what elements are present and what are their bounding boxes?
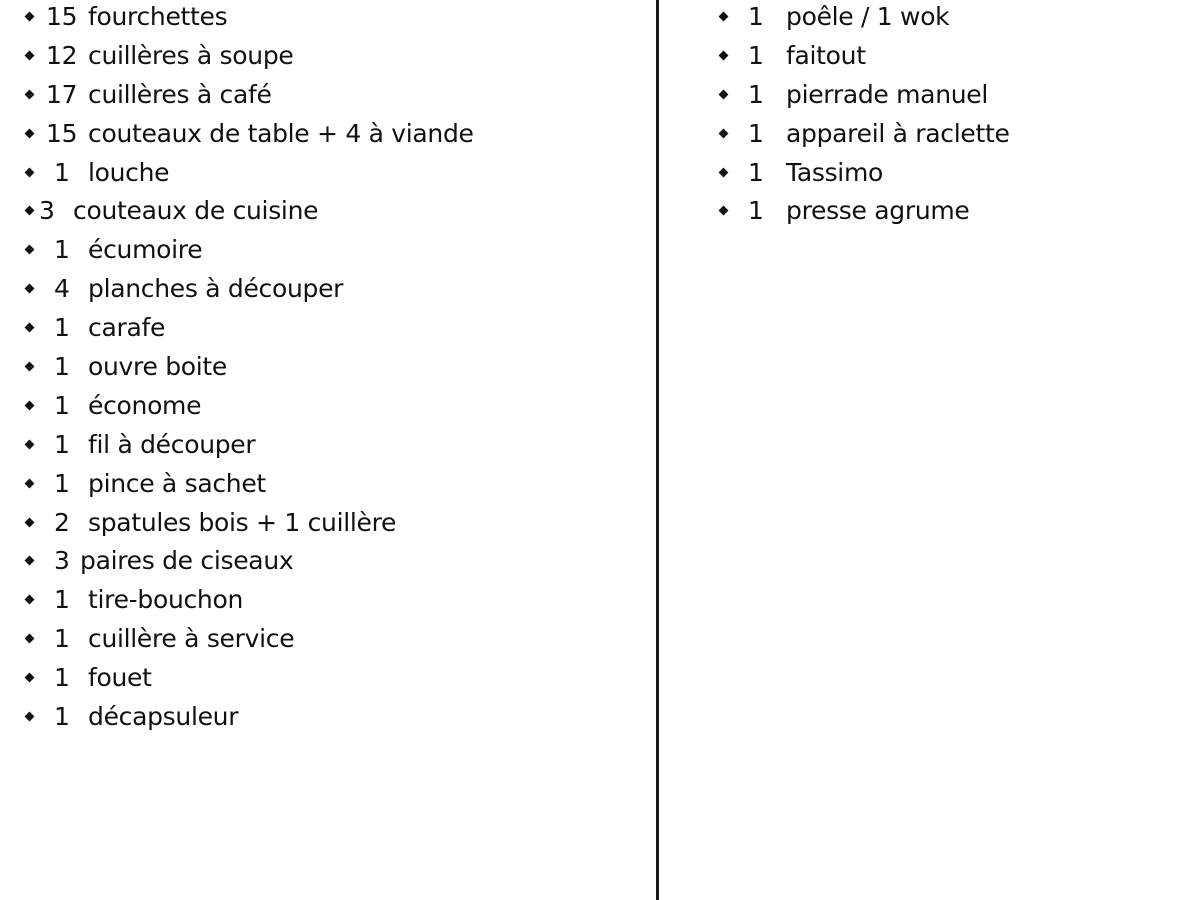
item-label: fourchettes — [88, 2, 228, 31]
item-label: fil à découper — [88, 429, 256, 459]
item-quantity: 1 — [54, 352, 70, 382]
diamond-bullet-icon — [25, 439, 35, 449]
item-quantity: 1 — [748, 196, 764, 226]
diamond-bullet-icon — [25, 50, 35, 60]
item-label: spatules bois + 1 cuillère — [88, 507, 397, 537]
item-label: écumoire — [88, 235, 203, 265]
item-quantity: 15 — [46, 118, 78, 148]
item-quantity: 3 — [54, 546, 70, 576]
diamond-bullet-icon — [25, 712, 35, 722]
item-quantity: 1 — [748, 118, 764, 148]
diamond-bullet-icon — [25, 517, 35, 527]
item-label: cuillères à soupe — [88, 40, 294, 70]
item-quantity: 12 — [46, 40, 78, 70]
item-quantity: 1 — [54, 468, 70, 498]
diamond-bullet-icon — [25, 556, 35, 566]
diamond-bullet-icon — [719, 89, 729, 99]
diamond-bullet-icon — [25, 362, 35, 372]
diamond-bullet-icon — [719, 12, 729, 22]
diamond-bullet-icon — [25, 673, 35, 683]
diamond-bullet-icon — [719, 128, 729, 138]
diamond-bullet-icon — [25, 245, 35, 255]
item-label: carafe — [88, 313, 166, 343]
item-label: appareil à raclette — [786, 118, 1010, 148]
item-quantity: 1 — [54, 663, 70, 693]
diamond-bullet-icon — [25, 89, 35, 99]
item-quantity: 1 — [54, 390, 70, 420]
item-quantity: 1 — [54, 585, 70, 615]
diamond-bullet-icon — [25, 634, 35, 644]
item-label: presse agrume — [786, 196, 970, 226]
item-label: décapsuleur — [88, 702, 239, 732]
item-label: couteaux de table + 4 à viande — [88, 118, 474, 148]
item-label: économe — [88, 390, 202, 420]
column-divider — [656, 0, 659, 900]
item-label: ouvre boite — [88, 352, 227, 382]
item-label: pince à sachet — [88, 468, 266, 498]
item-label: paires de ciseaux — [80, 546, 294, 576]
item-label: Tassimo — [786, 157, 883, 187]
item-quantity: 1 — [748, 2, 764, 31]
item-quantity: 17 — [46, 79, 78, 109]
diamond-bullet-icon — [719, 50, 729, 60]
diamond-bullet-icon — [25, 206, 35, 216]
item-label: louche — [88, 157, 170, 187]
item-quantity: 15 — [46, 2, 78, 31]
diamond-bullet-icon — [25, 284, 35, 294]
item-quantity: 1 — [748, 79, 764, 109]
item-quantity: 1 — [748, 157, 764, 187]
item-quantity: 3 — [39, 196, 55, 226]
item-quantity: 1 — [54, 429, 70, 459]
diamond-bullet-icon — [25, 478, 35, 488]
item-label: tire-bouchon — [88, 585, 244, 615]
item-quantity: 1 — [748, 40, 764, 70]
diamond-bullet-icon — [25, 167, 35, 177]
diamond-bullet-icon — [25, 323, 35, 333]
diamond-bullet-icon — [25, 400, 35, 410]
item-label: poêle / 1 wok — [786, 2, 950, 31]
item-quantity: 1 — [54, 235, 70, 265]
diamond-bullet-icon — [25, 595, 35, 605]
diamond-bullet-icon — [719, 167, 729, 177]
item-quantity: 1 — [54, 157, 70, 187]
item-quantity: 1 — [54, 313, 70, 343]
item-label: fouet — [88, 663, 152, 693]
item-quantity: 2 — [54, 507, 70, 537]
item-label: couteaux de cuisine — [73, 196, 319, 226]
item-quantity: 4 — [54, 274, 70, 304]
diamond-bullet-icon — [25, 12, 35, 22]
item-label: cuillères à café — [88, 79, 272, 109]
item-label: pierrade manuel — [786, 79, 989, 109]
item-quantity: 1 — [54, 624, 70, 654]
diamond-bullet-icon — [25, 128, 35, 138]
item-label: faitout — [786, 40, 866, 70]
diamond-bullet-icon — [719, 206, 729, 216]
item-label: cuillère à service — [88, 624, 295, 654]
item-label: planches à découper — [88, 274, 344, 304]
item-quantity: 1 — [54, 702, 70, 732]
